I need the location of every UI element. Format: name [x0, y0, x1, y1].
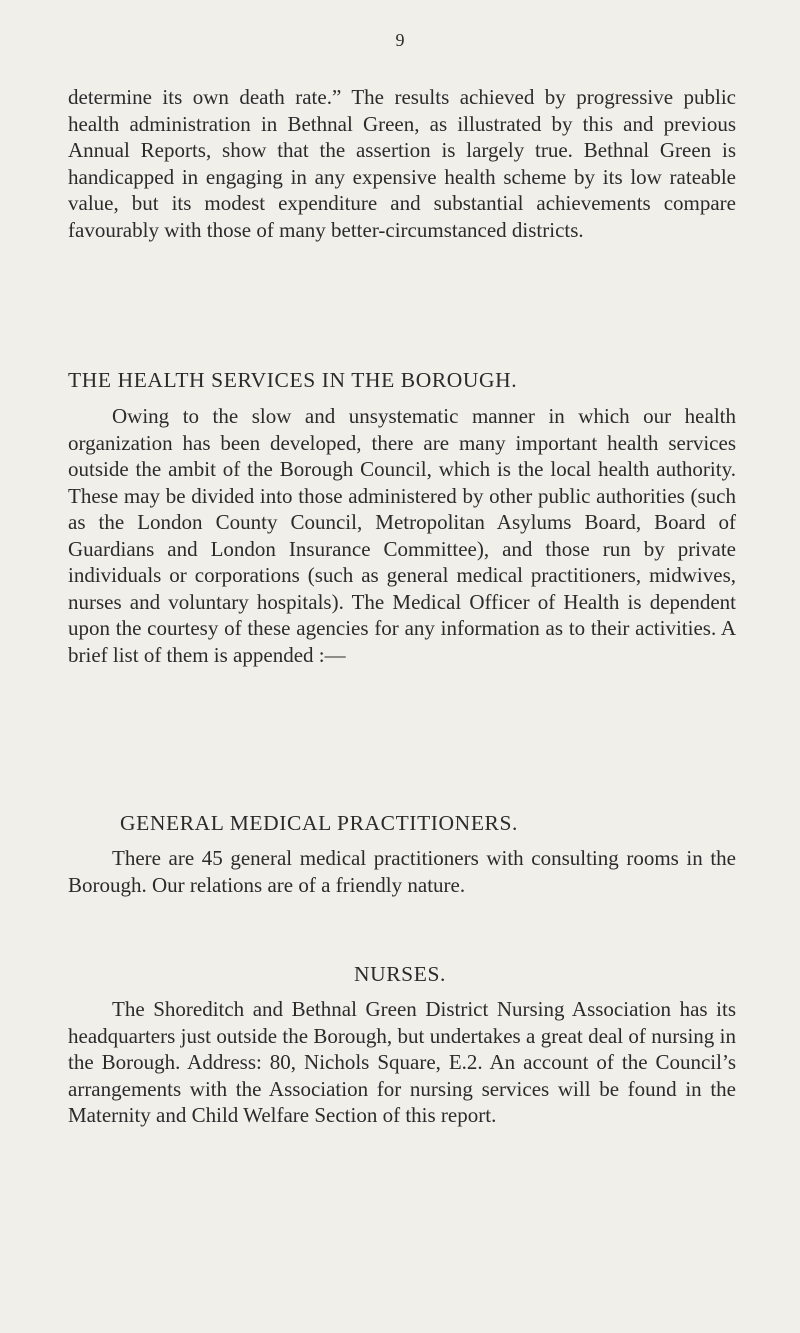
section-body-general-medical-practitioners — [68, 845, 736, 898]
section-body-health-services-text: Owing to the slow and unsystematic manner in which our health organization has been developed, there are many important health services outside the ambit of the Borough Council, which is the local health authority. These may be divided into those administered by other public authorities (such as the London County Council, Metropolitan Asylums Board, Board of Guardians and London Insurance Committee), and those run by private individuals or corporations (such as general medical practitioners, midwives, nurses and voluntary hospitals). The Medical Officer of Health is dependent upon the courtesy of these agencies for any information as to their activities. A brief list of them is appended :— — [68, 404, 736, 667]
section-heading-general-medical-practitioners: GENERAL MEDICAL PRACTITIONERS. — [120, 811, 519, 835]
section-heading-nurses: NURSES. — [353, 962, 447, 986]
section-body-nurses-text: The Shoreditch and Bethnal Green District Nursing Association has its headquarters just outside the Borough, but undertakes a great deal of nursing in the Borough. Address: 80, Nichols Square, E.2. An account of the Council’s arrangements with the Association for nursing services will be found in the Maternity and Child Welfare Section of this report. — [68, 997, 736, 1127]
section-body-health-services — [68, 403, 736, 668]
intro-paragraph-text: determine its own death rate.” The results achieved by progressive public health administration in Bethnal Green, as illustrated by this and previous Annual Reports, show that the assertion is largely true. Bethnal Green is handicapped in engaging in any expensive health scheme by its low rateable value, but its modest expenditure and substantial achievements compare favourably with those of many better-circumstanced districts. — [68, 85, 736, 242]
section-body-general-medical-practitioners-text: There are 45 general medical practitioners with consulting rooms in the Borough. Our relations are of a friendly nature. — [68, 846, 736, 897]
section-heading-health-services: THE HEALTH SERVICES IN THE BOROUGH. — [68, 368, 518, 392]
intro-paragraph — [68, 84, 736, 243]
section-body-nurses — [68, 996, 736, 1129]
page-number: 9 — [395, 30, 405, 50]
